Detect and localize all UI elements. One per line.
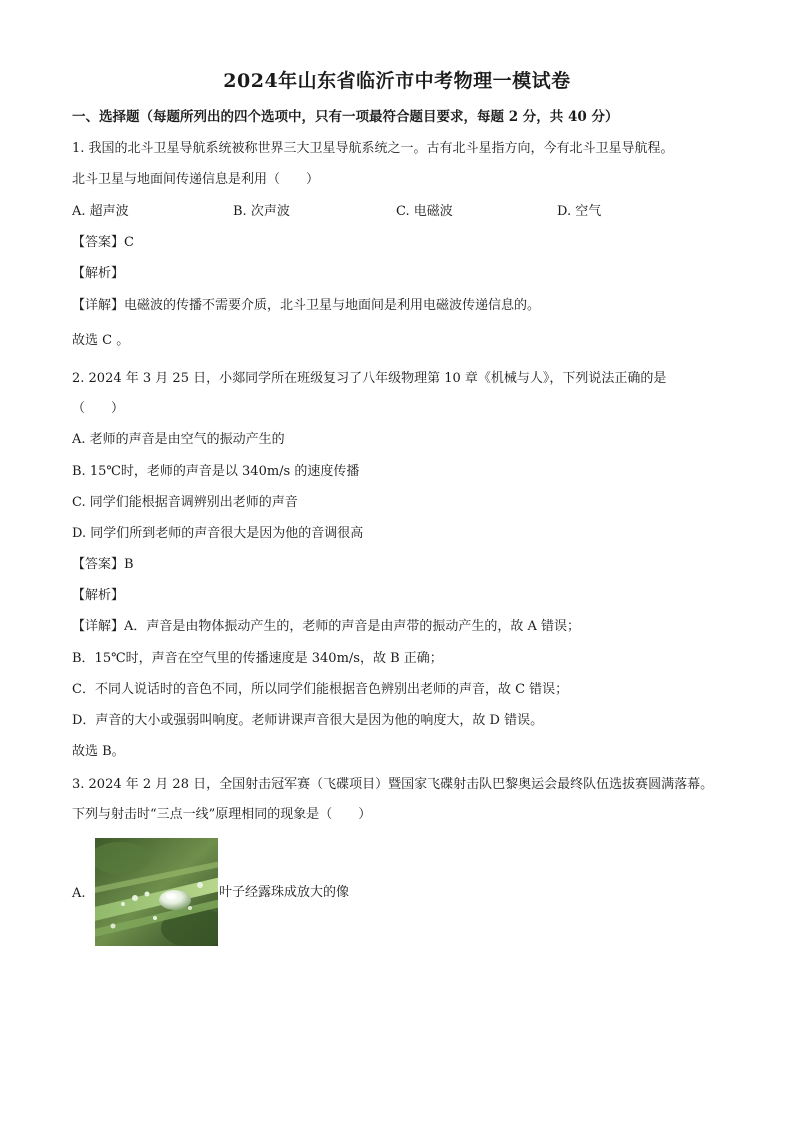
- q2-stem-line2: （ ）: [72, 401, 125, 416]
- q2-answer: 【答案】B: [72, 557, 134, 572]
- q2-option-b: B. 15℃时，老师的声音是以 340m/s 的速度传播: [72, 464, 360, 479]
- q1-answer: 【答案】C: [72, 235, 134, 250]
- section-heading: 一、选择题（每题所列出的四个选项中，只有一项最符合题目要求，每题 2 分，共 40 分）: [72, 109, 619, 125]
- q1-option-a: A. 超声波: [72, 204, 129, 219]
- q3-option-a-caption: 叶子经露珠成放大的像: [219, 885, 350, 900]
- page-title: 2024年山东省临沂市中考物理一模试卷: [223, 70, 571, 92]
- q1-conclusion: 故选 C 。: [72, 333, 130, 348]
- q2-stem-line1: 2. 2024 年 3 月 25 日，小郯同学所在班级复习了八年级物理第 10 章《机械与人》，下列说法正确的是: [72, 371, 667, 386]
- q1-stem-line2: 北斗卫星与地面间传递信息是利用（ ）: [72, 172, 320, 187]
- q1-analysis-label: 【解析】: [72, 266, 125, 281]
- q2-detail-b: B．15℃时，声音在空气里的传播速度是 340m/s，故 B 正确；: [72, 651, 443, 666]
- q3-stem-line2: 下列与射击时“三点一线”原理相同的现象是（ ）: [72, 807, 372, 822]
- q2-detail-d: D．声音的大小或强弱叫响度。老师讲课声音很大是因为他的响度大，故 D 错误。: [72, 713, 544, 728]
- q2-option-d: D. 同学们所到老师的声音很大是因为他的音调很高: [72, 526, 364, 541]
- q2-detail-c: C．不同人说话时的音色不同，所以同学们能根据音色辨别出老师的声音，故 C 错误；: [72, 682, 569, 697]
- q3-stem-line1: 3. 2024 年 2 月 28 日，全国射击冠军赛（飞碟项目）暨国家飞碟射击队巴黎奥运会最终队伍选拔赛圆满落幕。: [72, 777, 714, 792]
- q2-analysis-label: 【解析】: [72, 588, 125, 603]
- q1-option-b: B. 次声波: [233, 204, 290, 219]
- q1-detail: 【详解】电磁波的传播不需要介质，北斗卫星与地面间是利用电磁波传递信息的。: [72, 298, 541, 313]
- q2-option-a: A. 老师的声音是由空气的振动产生的: [72, 432, 285, 447]
- q3-option-a-label: A.: [72, 886, 86, 901]
- q2-option-c: C. 同学们能根据音调辨别出老师的声音: [72, 495, 298, 510]
- q1-stem-line1: 1. 我国的北斗卫星导航系统被称世界三大卫星导航系统之一。古有北斗星指方向，今有北斗卫星导航程。: [72, 141, 674, 156]
- q2-conclusion: 故选 B。: [72, 744, 125, 759]
- q1-option-d: D. 空气: [557, 204, 602, 219]
- dewdrop-leaf-photo: [95, 838, 218, 946]
- q2-detail-a: 【详解】A．声音是由物体振动产生的，老师的声音是由声带的振动产生的，故 A 错误；: [72, 619, 581, 634]
- q1-option-c: C. 电磁波: [396, 204, 453, 219]
